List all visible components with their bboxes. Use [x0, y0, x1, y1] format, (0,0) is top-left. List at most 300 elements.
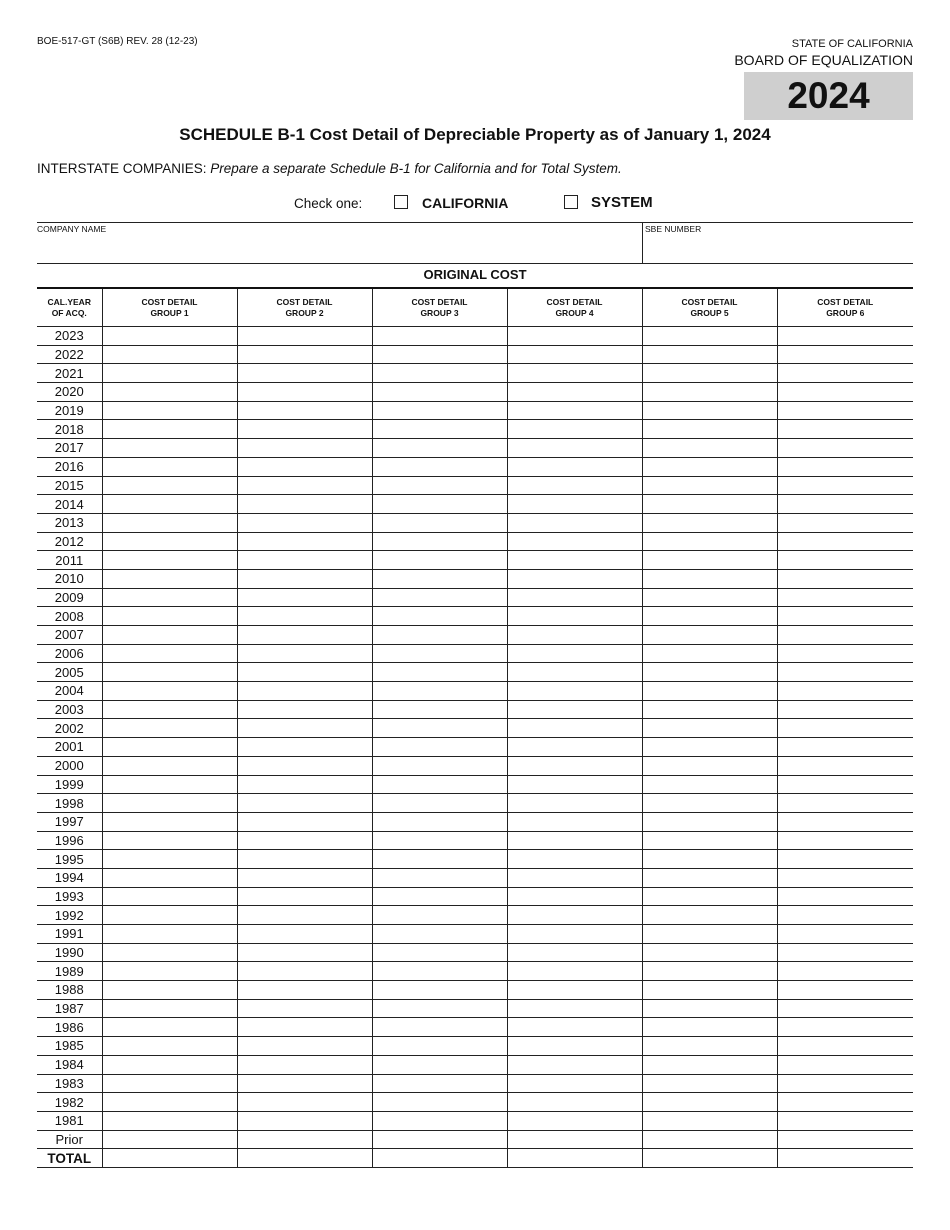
- cost-input-cell-group-4[interactable]: [507, 981, 642, 1000]
- cost-input-cell-group-6[interactable]: [777, 925, 913, 944]
- cost-input-cell-group-5[interactable]: [642, 1074, 777, 1093]
- column-header-group-6: [777, 288, 913, 327]
- year-label: 2015: [37, 476, 102, 495]
- cost-input-cell-group-2[interactable]: [237, 925, 372, 944]
- cost-input-cell-group-5[interactable]: [642, 420, 777, 439]
- cost-input-cell-group-2[interactable]: [237, 962, 372, 981]
- cost-input-cell-group-2[interactable]: [237, 794, 372, 813]
- cost-input-cell-group-6[interactable]: [777, 906, 913, 925]
- cost-input-cell-group-4[interactable]: [507, 775, 642, 794]
- cost-input-cell-group-3[interactable]: [372, 457, 507, 476]
- cost-input-cell-group-6[interactable]: [777, 457, 913, 476]
- cost-input-cell-group-3[interactable]: [372, 719, 507, 738]
- cost-input-cell-group-6[interactable]: [777, 383, 913, 402]
- cost-input-cell-group-3[interactable]: [372, 626, 507, 645]
- column-header-line: COST DETAIL: [411, 296, 468, 307]
- cost-input-cell-group-3[interactable]: [372, 644, 507, 663]
- cost-input-cell-group-3[interactable]: [372, 607, 507, 626]
- cost-input-cell-group-5[interactable]: [642, 1018, 777, 1037]
- cost-input-cell-group-5[interactable]: [642, 831, 777, 850]
- year-label: 2011: [37, 551, 102, 570]
- cost-input-cell-group-5[interactable]: [642, 345, 777, 364]
- cost-input-cell-group-4[interactable]: [507, 551, 642, 570]
- cost-input-cell-group-6[interactable]: [777, 644, 913, 663]
- cost-input-cell-group-1[interactable]: [102, 569, 237, 588]
- cost-input-cell-group-4[interactable]: [507, 962, 642, 981]
- cost-input-cell-group-1[interactable]: [102, 719, 237, 738]
- cost-input-cell-group-3[interactable]: [372, 383, 507, 402]
- cost-input-cell-group-3[interactable]: [372, 756, 507, 775]
- cost-input-cell-group-3[interactable]: [372, 569, 507, 588]
- column-header-line: COST DETAIL: [141, 296, 198, 307]
- cost-input-cell-group-3[interactable]: [372, 551, 507, 570]
- cost-input-cell-group-2[interactable]: [237, 1018, 372, 1037]
- cost-input-cell-group-3[interactable]: [372, 1074, 507, 1093]
- year-label: 2007: [37, 626, 102, 645]
- cost-input-cell-group-6[interactable]: [777, 943, 913, 962]
- cost-input-cell-group-4[interactable]: [507, 887, 642, 906]
- cost-input-cell-group-2[interactable]: [237, 999, 372, 1018]
- cost-input-cell-group-5[interactable]: [642, 401, 777, 420]
- cost-input-cell-group-1[interactable]: [102, 1037, 237, 1056]
- cost-input-cell-group-4[interactable]: [507, 439, 642, 458]
- cost-input-cell-group-2[interactable]: [237, 495, 372, 514]
- cost-input-cell-group-5[interactable]: [642, 495, 777, 514]
- cost-input-cell-group-1[interactable]: [102, 925, 237, 944]
- cost-input-cell-group-3[interactable]: [372, 327, 507, 346]
- cost-input-cell-group-4[interactable]: [507, 1093, 642, 1112]
- table-row: [37, 327, 913, 346]
- cost-input-cell-group-6[interactable]: [777, 364, 913, 383]
- cost-input-cell-group-6[interactable]: [777, 532, 913, 551]
- cost-input-cell-group-3[interactable]: [372, 1055, 507, 1074]
- cost-input-cell-group-3[interactable]: [372, 906, 507, 925]
- cost-input-cell-group-5[interactable]: [642, 551, 777, 570]
- cost-input-cell-group-3[interactable]: [372, 682, 507, 701]
- cost-input-cell-group-6[interactable]: [777, 401, 913, 420]
- cost-input-cell-group-3[interactable]: [372, 401, 507, 420]
- cost-input-cell-group-1[interactable]: [102, 588, 237, 607]
- california-checkbox[interactable]: [394, 195, 408, 209]
- cost-input-cell-group-2[interactable]: [237, 457, 372, 476]
- cost-input-cell-group-6[interactable]: [777, 1018, 913, 1037]
- cost-input-cell-group-2[interactable]: [237, 513, 372, 532]
- cost-input-cell-group-4[interactable]: [507, 831, 642, 850]
- cost-input-cell-group-3[interactable]: [372, 887, 507, 906]
- year-label: 1990: [37, 943, 102, 962]
- cost-input-cell-group-4[interactable]: [507, 756, 642, 775]
- cost-input-cell-group-3[interactable]: [372, 345, 507, 364]
- cost-input-cell-group-3[interactable]: [372, 364, 507, 383]
- cost-input-cell-group-4[interactable]: [507, 906, 642, 925]
- cost-input-cell-group-2[interactable]: [237, 700, 372, 719]
- cost-input-cell-group-4[interactable]: [507, 925, 642, 944]
- cost-input-cell-group-2[interactable]: [237, 607, 372, 626]
- cost-input-cell-group-1[interactable]: [102, 1130, 237, 1149]
- cost-input-cell-group-5[interactable]: [642, 943, 777, 962]
- cost-input-cell-group-2[interactable]: [237, 682, 372, 701]
- column-header-group-4: [507, 288, 642, 327]
- cost-input-cell-group-5[interactable]: [642, 1055, 777, 1074]
- cost-input-cell-group-3[interactable]: [372, 476, 507, 495]
- cost-input-cell-group-1[interactable]: [102, 551, 237, 570]
- cost-input-cell-group-1[interactable]: [102, 1018, 237, 1037]
- cost-input-cell-group-3[interactable]: [372, 868, 507, 887]
- cost-input-cell-group-4[interactable]: [507, 1018, 642, 1037]
- instructions: [37, 161, 622, 176]
- table-row: [37, 364, 913, 383]
- cost-input-cell-group-6[interactable]: [777, 1093, 913, 1112]
- cost-input-cell-group-2[interactable]: [237, 588, 372, 607]
- cost-input-cell-group-1[interactable]: [102, 794, 237, 813]
- cost-input-cell-group-6[interactable]: [777, 1037, 913, 1056]
- cost-input-cell-group-1[interactable]: [102, 327, 237, 346]
- cost-input-cell-group-6[interactable]: [777, 1111, 913, 1130]
- cost-input-cell-group-4[interactable]: [507, 1037, 642, 1056]
- cost-input-cell-group-1[interactable]: [102, 775, 237, 794]
- cost-input-cell-group-4[interactable]: [507, 327, 642, 346]
- cost-input-cell-group-2[interactable]: [237, 756, 372, 775]
- cost-input-cell-group-2[interactable]: [237, 906, 372, 925]
- cost-input-cell-group-6[interactable]: [777, 831, 913, 850]
- cost-input-cell-group-5[interactable]: [642, 868, 777, 887]
- cost-input-cell-group-2[interactable]: [237, 1074, 372, 1093]
- cost-input-cell-group-4[interactable]: [507, 345, 642, 364]
- cost-input-cell-group-1[interactable]: [102, 345, 237, 364]
- table-row: [37, 981, 913, 1000]
- cost-input-cell-group-3[interactable]: [372, 831, 507, 850]
- cost-input-cell-group-1[interactable]: [102, 1149, 237, 1168]
- cost-input-cell-group-1[interactable]: [102, 364, 237, 383]
- cost-input-cell-group-2[interactable]: [237, 345, 372, 364]
- table-row: [37, 513, 913, 532]
- cost-input-cell-group-3[interactable]: [372, 1111, 507, 1130]
- cost-input-cell-group-1[interactable]: [102, 457, 237, 476]
- cost-input-cell-group-5[interactable]: [642, 682, 777, 701]
- cost-input-cell-group-6[interactable]: [777, 775, 913, 794]
- cost-input-cell-group-4[interactable]: [507, 1055, 642, 1074]
- cost-input-cell-group-5[interactable]: [642, 532, 777, 551]
- column-header-line: COST DETAIL: [817, 296, 874, 307]
- cost-input-cell-group-3[interactable]: [372, 794, 507, 813]
- cost-input-cell-group-6[interactable]: [777, 719, 913, 738]
- cost-input-cell-group-1[interactable]: [102, 626, 237, 645]
- cost-input-cell-group-6[interactable]: [777, 327, 913, 346]
- cost-input-cell-group-1[interactable]: [102, 495, 237, 514]
- cost-input-cell-group-6[interactable]: [777, 420, 913, 439]
- cost-input-cell-group-4[interactable]: [507, 738, 642, 757]
- cost-input-cell-group-4[interactable]: [507, 999, 642, 1018]
- cost-input-cell-group-1[interactable]: [102, 738, 237, 757]
- cost-input-cell-group-2[interactable]: [237, 364, 372, 383]
- cost-input-cell-group-2[interactable]: [237, 420, 372, 439]
- cost-input-cell-group-5[interactable]: [642, 887, 777, 906]
- cost-input-cell-group-2[interactable]: [237, 476, 372, 495]
- cost-input-cell-group-5[interactable]: [642, 756, 777, 775]
- cost-input-cell-group-6[interactable]: [777, 812, 913, 831]
- cost-input-cell-group-4[interactable]: [507, 364, 642, 383]
- table-row: [37, 551, 913, 570]
- cost-input-cell-group-3[interactable]: [372, 943, 507, 962]
- cost-input-cell-group-5[interactable]: [642, 812, 777, 831]
- cost-input-cell-group-2[interactable]: [237, 1093, 372, 1112]
- cost-input-cell-group-1[interactable]: [102, 1055, 237, 1074]
- cost-input-cell-group-1[interactable]: [102, 962, 237, 981]
- cost-input-cell-group-2[interactable]: [237, 1037, 372, 1056]
- cost-input-cell-group-6[interactable]: [777, 850, 913, 869]
- cost-input-cell-group-5[interactable]: [642, 850, 777, 869]
- cost-input-cell-group-6[interactable]: [777, 700, 913, 719]
- cost-input-cell-group-1[interactable]: [102, 812, 237, 831]
- sbe-number-label: SBE NUMBER: [645, 224, 702, 234]
- table-row: [37, 1055, 913, 1074]
- cost-input-cell-group-4[interactable]: [507, 1149, 642, 1168]
- cost-input-cell-group-4[interactable]: [507, 626, 642, 645]
- cost-input-cell-group-3[interactable]: [372, 1093, 507, 1112]
- cost-input-cell-group-4[interactable]: [507, 663, 642, 682]
- cost-input-cell-group-6[interactable]: [777, 999, 913, 1018]
- cost-input-cell-group-3[interactable]: [372, 812, 507, 831]
- cost-input-cell-group-5[interactable]: [642, 999, 777, 1018]
- cost-input-cell-group-5[interactable]: [642, 476, 777, 495]
- cost-input-cell-group-6[interactable]: [777, 1130, 913, 1149]
- cost-input-cell-group-3[interactable]: [372, 588, 507, 607]
- cost-input-cell-group-1[interactable]: [102, 420, 237, 439]
- cost-input-cell-group-3[interactable]: [372, 999, 507, 1018]
- cost-input-cell-group-3[interactable]: [372, 738, 507, 757]
- cost-input-cell-group-1[interactable]: [102, 532, 237, 551]
- cost-input-cell-group-6[interactable]: [777, 1074, 913, 1093]
- cost-input-cell-group-5[interactable]: [642, 719, 777, 738]
- cost-input-cell-group-6[interactable]: [777, 476, 913, 495]
- cost-input-cell-group-4[interactable]: [507, 476, 642, 495]
- cost-input-cell-group-2[interactable]: [237, 719, 372, 738]
- cost-input-cell-group-3[interactable]: [372, 700, 507, 719]
- cost-input-cell-group-3[interactable]: [372, 495, 507, 514]
- cost-input-cell-group-6[interactable]: [777, 682, 913, 701]
- cost-input-cell-group-4[interactable]: [507, 532, 642, 551]
- divider: [37, 222, 913, 223]
- cost-input-cell-group-2[interactable]: [237, 775, 372, 794]
- cost-input-cell-group-1[interactable]: [102, 476, 237, 495]
- cost-input-cell-group-3[interactable]: [372, 1037, 507, 1056]
- cost-input-cell-group-4[interactable]: [507, 1074, 642, 1093]
- cost-input-cell-group-3[interactable]: [372, 981, 507, 1000]
- cost-input-cell-group-6[interactable]: [777, 756, 913, 775]
- cost-input-cell-group-6[interactable]: [777, 868, 913, 887]
- cost-input-cell-group-3[interactable]: [372, 663, 507, 682]
- cost-input-cell-group-2[interactable]: [237, 532, 372, 551]
- cost-input-cell-group-5[interactable]: [642, 569, 777, 588]
- year-label: Prior: [37, 1130, 102, 1149]
- cost-input-cell-group-1[interactable]: [102, 999, 237, 1018]
- cost-input-cell-group-6[interactable]: [777, 588, 913, 607]
- cost-input-cell-group-3[interactable]: [372, 850, 507, 869]
- cost-input-cell-group-1[interactable]: [102, 850, 237, 869]
- cost-input-cell-group-4[interactable]: [507, 850, 642, 869]
- cost-input-cell-group-5[interactable]: [642, 607, 777, 626]
- cost-input-cell-group-4[interactable]: [507, 812, 642, 831]
- cost-input-cell-group-3[interactable]: [372, 962, 507, 981]
- cost-input-cell-group-3[interactable]: [372, 513, 507, 532]
- cost-input-cell-group-1[interactable]: [102, 868, 237, 887]
- cost-input-cell-group-4[interactable]: [507, 943, 642, 962]
- cost-input-cell-group-6[interactable]: [777, 887, 913, 906]
- cost-input-cell-group-1[interactable]: [102, 513, 237, 532]
- cost-input-cell-group-2[interactable]: [237, 868, 372, 887]
- cost-input-cell-group-5[interactable]: [642, 663, 777, 682]
- cost-input-cell-group-5[interactable]: [642, 981, 777, 1000]
- cost-input-cell-group-4[interactable]: [507, 719, 642, 738]
- cost-input-cell-group-1[interactable]: [102, 700, 237, 719]
- cost-input-cell-group-1[interactable]: [102, 831, 237, 850]
- cost-input-cell-group-5[interactable]: [642, 1149, 777, 1168]
- cost-input-cell-group-6[interactable]: [777, 439, 913, 458]
- cost-input-cell-group-4[interactable]: [507, 868, 642, 887]
- cost-input-cell-group-3[interactable]: [372, 775, 507, 794]
- cost-input-cell-group-2[interactable]: [237, 1111, 372, 1130]
- cost-input-cell-group-6[interactable]: [777, 345, 913, 364]
- cost-input-cell-group-5[interactable]: [642, 457, 777, 476]
- cost-input-cell-group-3[interactable]: [372, 532, 507, 551]
- cost-input-cell-group-1[interactable]: [102, 644, 237, 663]
- cost-input-cell-group-6[interactable]: [777, 981, 913, 1000]
- cost-input-cell-group-6[interactable]: [777, 1055, 913, 1074]
- cost-input-cell-group-3[interactable]: [372, 1149, 507, 1168]
- cost-input-cell-group-2[interactable]: [237, 401, 372, 420]
- cost-input-cell-group-2[interactable]: [237, 887, 372, 906]
- cost-input-cell-group-1[interactable]: [102, 1111, 237, 1130]
- cost-input-cell-group-4[interactable]: [507, 607, 642, 626]
- system-checkbox[interactable]: [564, 195, 578, 209]
- table-row: [37, 999, 913, 1018]
- cost-input-cell-group-6[interactable]: [777, 626, 913, 645]
- cost-input-cell-group-5[interactable]: [642, 794, 777, 813]
- cost-input-cell-group-2[interactable]: [237, 663, 372, 682]
- cost-input-cell-group-1[interactable]: [102, 981, 237, 1000]
- cost-input-cell-group-5[interactable]: [642, 644, 777, 663]
- cost-input-cell-group-5[interactable]: [642, 364, 777, 383]
- cost-input-cell-group-4[interactable]: [507, 794, 642, 813]
- cost-input-cell-group-6[interactable]: [777, 1149, 913, 1168]
- cost-input-cell-group-4[interactable]: [507, 644, 642, 663]
- cost-input-cell-group-4[interactable]: [507, 588, 642, 607]
- cost-input-cell-group-5[interactable]: [642, 906, 777, 925]
- cost-input-cell-group-2[interactable]: [237, 439, 372, 458]
- cost-input-cell-group-4[interactable]: [507, 682, 642, 701]
- cost-input-cell-group-5[interactable]: [642, 383, 777, 402]
- cost-input-cell-group-4[interactable]: [507, 700, 642, 719]
- cost-input-cell-group-2[interactable]: [237, 981, 372, 1000]
- cost-input-cell-group-4[interactable]: [507, 495, 642, 514]
- cost-input-cell-group-4[interactable]: [507, 1130, 642, 1149]
- year-label: 1994: [37, 868, 102, 887]
- cost-input-cell-group-6[interactable]: [777, 551, 913, 570]
- company-name-field[interactable]: [37, 236, 641, 262]
- cost-input-cell-group-2[interactable]: [237, 831, 372, 850]
- cost-input-cell-group-2[interactable]: [237, 738, 372, 757]
- cost-input-cell-group-3[interactable]: [372, 1130, 507, 1149]
- cost-input-cell-group-1[interactable]: [102, 607, 237, 626]
- cost-input-cell-group-1[interactable]: [102, 439, 237, 458]
- cost-input-cell-group-4[interactable]: [507, 457, 642, 476]
- cost-input-cell-group-2[interactable]: [237, 943, 372, 962]
- cost-input-cell-group-3[interactable]: [372, 925, 507, 944]
- cost-input-cell-group-1[interactable]: [102, 887, 237, 906]
- cost-input-cell-group-1[interactable]: [102, 383, 237, 402]
- cost-input-cell-group-6[interactable]: [777, 962, 913, 981]
- cost-input-cell-group-5[interactable]: [642, 962, 777, 981]
- cost-input-cell-group-5[interactable]: [642, 925, 777, 944]
- cost-input-cell-group-2[interactable]: [237, 551, 372, 570]
- cost-input-cell-group-1[interactable]: [102, 401, 237, 420]
- cost-input-cell-group-5[interactable]: [642, 738, 777, 757]
- cost-input-cell-group-6[interactable]: [777, 738, 913, 757]
- cost-input-cell-group-1[interactable]: [102, 943, 237, 962]
- cost-input-cell-group-5[interactable]: [642, 439, 777, 458]
- cost-input-cell-group-3[interactable]: [372, 420, 507, 439]
- column-header-line: COST DETAIL: [276, 296, 333, 307]
- cost-input-cell-group-4[interactable]: [507, 569, 642, 588]
- cost-input-cell-group-1[interactable]: [102, 906, 237, 925]
- cost-input-cell-group-3[interactable]: [372, 1018, 507, 1037]
- cost-input-cell-group-5[interactable]: [642, 1111, 777, 1130]
- cost-input-cell-group-5[interactable]: [642, 1130, 777, 1149]
- cost-input-cell-group-5[interactable]: [642, 700, 777, 719]
- cost-input-cell-group-4[interactable]: [507, 420, 642, 439]
- year-label: 1998: [37, 794, 102, 813]
- cost-input-cell-group-2[interactable]: [237, 850, 372, 869]
- year-label: 1985: [37, 1037, 102, 1056]
- cost-input-cell-group-4[interactable]: [507, 401, 642, 420]
- cost-input-cell-group-6[interactable]: [777, 569, 913, 588]
- cost-input-cell-group-1[interactable]: [102, 1074, 237, 1093]
- cost-input-cell-group-1[interactable]: [102, 1093, 237, 1112]
- cost-input-cell-group-5[interactable]: [642, 1093, 777, 1112]
- cost-input-cell-group-5[interactable]: [642, 513, 777, 532]
- cost-input-cell-group-2[interactable]: [237, 569, 372, 588]
- cost-input-cell-group-3[interactable]: [372, 439, 507, 458]
- cost-input-cell-group-2[interactable]: [237, 1055, 372, 1074]
- cost-input-cell-group-2[interactable]: [237, 327, 372, 346]
- cost-input-cell-group-1[interactable]: [102, 663, 237, 682]
- cost-input-cell-group-2[interactable]: [237, 812, 372, 831]
- cost-input-cell-group-2[interactable]: [237, 644, 372, 663]
- cost-input-cell-group-2[interactable]: [237, 1149, 372, 1168]
- cost-input-cell-group-6[interactable]: [777, 663, 913, 682]
- column-header-line: COST DETAIL: [546, 296, 603, 307]
- cost-input-cell-group-1[interactable]: [102, 756, 237, 775]
- cost-input-cell-group-4[interactable]: [507, 383, 642, 402]
- cost-input-cell-group-2[interactable]: [237, 1130, 372, 1149]
- cost-input-cell-group-5[interactable]: [642, 626, 777, 645]
- cost-input-cell-group-1[interactable]: [102, 682, 237, 701]
- cost-input-cell-group-4[interactable]: [507, 513, 642, 532]
- cost-input-cell-group-6[interactable]: [777, 794, 913, 813]
- cost-input-cell-group-6[interactable]: [777, 495, 913, 514]
- cost-input-cell-group-2[interactable]: [237, 626, 372, 645]
- cost-input-cell-group-5[interactable]: [642, 1037, 777, 1056]
- cost-input-cell-group-4[interactable]: [507, 1111, 642, 1130]
- cost-input-cell-group-6[interactable]: [777, 513, 913, 532]
- cost-input-cell-group-5[interactable]: [642, 775, 777, 794]
- cost-input-cell-group-5[interactable]: [642, 588, 777, 607]
- sbe-number-field[interactable]: [644, 236, 912, 262]
- table-row: [37, 812, 913, 831]
- cost-input-cell-group-5[interactable]: [642, 327, 777, 346]
- cost-input-cell-group-2[interactable]: [237, 383, 372, 402]
- cost-input-cell-group-6[interactable]: [777, 607, 913, 626]
